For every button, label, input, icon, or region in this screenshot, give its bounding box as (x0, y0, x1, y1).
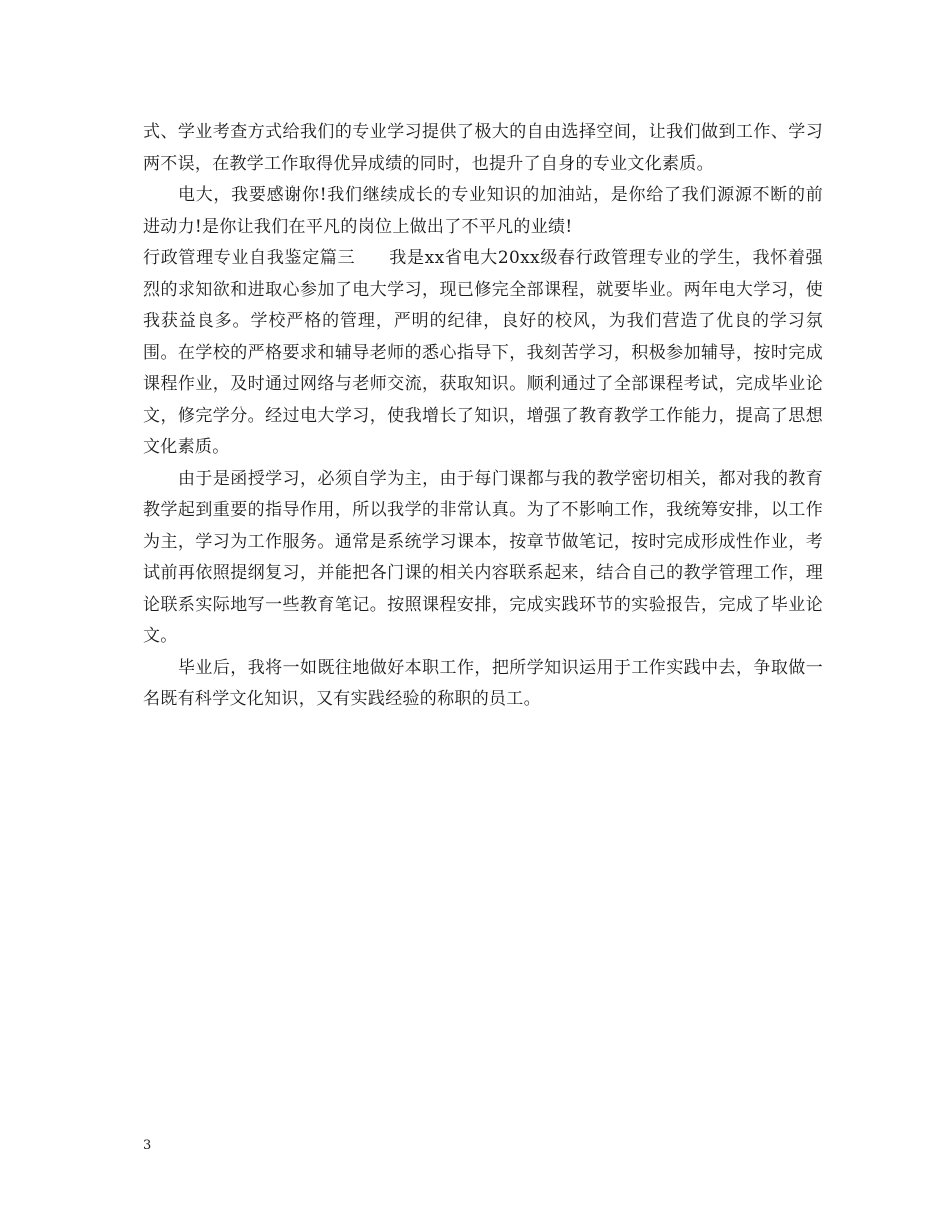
paragraph-study-method: 由于是函授学习，必须自学为主，由于每门课都与我的教学密切相关，都对我的教育教学起到重要的指导作用，所以我学的非常认真。为了不影响工作，我统筹安排，以工作为主，学习为工作服务。通常是系统学习课本，按章节做笔记，按时完成形成性作业，考试前再依照提纲复习，并能把各门课的相关内容联系起来，结合自己的教学管理工作，理论联系实际地写一些教育笔记。按照课程安排，完成实践环节的实验报告，完成了毕业论文。 (143, 468, 823, 646)
paragraph-thanks: 电大，我要感谢你!我们继续成长的专业知识的加油站，是你给了我们源源不断的前进动力!是你让我们在平凡的岗位上做出了不平凡的业绩! (143, 185, 823, 237)
section-three-text: 我是xx省电大20xx级春行政管理专业的学生，我怀着强烈的求知欲和进取心参加了电大学习，现已修完全部课程，就要毕业。两年电大学习，使我获益良多。学校严格的管理，严明的纪律，良好的校风，为我们营造了优良的学习氛围。在学校的严格要求和辅导老师的悉心指导下，我刻苦学习，积极参加辅导，按时完成课程作业，及时通过网络与老师交流，获取知识。顺利通过了全部课程考试，完成毕业论文，修完学分。经过电大学习，使我增长了知识，增强了教育教学工作能力，提高了思想文化素质。 (143, 248, 823, 457)
section-heading: 行政管理专业自我鉴定篇三 (143, 248, 356, 268)
paragraph-continuation: 式、学业考查方式给我们的专业学习提供了极大的自由选择空间，让我们做到工作、学习两不误，在教学工作取得优异成绩的同时，也提升了自身的专业文化素质。 (143, 122, 823, 174)
document-body (143, 117, 823, 716)
page-number: 3 (143, 1138, 152, 1153)
paragraph-after-graduation: 毕业后，我将一如既往地做好本职工作，把所学知识运用于工作实践中去，争取做一名既有科学文化知识，又有实践经验的称职的员工。 (143, 657, 823, 709)
paragraph-section-three (143, 243, 823, 464)
